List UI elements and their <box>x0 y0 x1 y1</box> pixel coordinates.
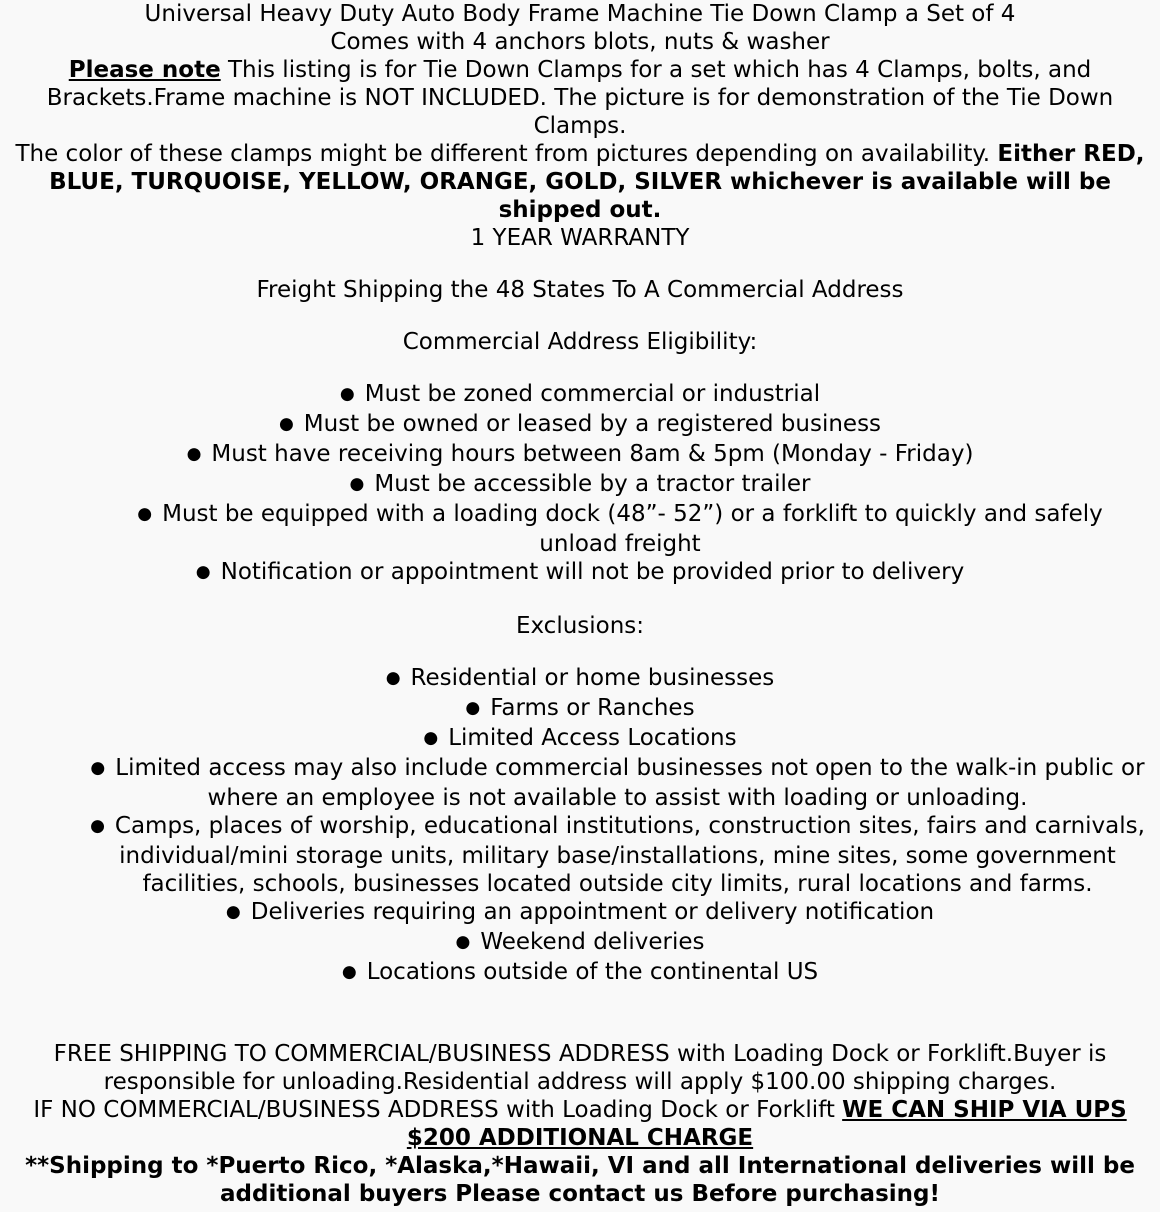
color-notice-text: The color of these clamps might be different from pictures depending on availability. <box>15 141 998 167</box>
list-item <box>0 440 1160 470</box>
list-item-text: Must be zoned commercial or industrial <box>364 381 821 407</box>
bullet-icon: ● <box>186 444 202 464</box>
please-note-text: This listing is for Tie Down Clamps for a set which has 4 Clamps, bolts, and Brackets.Frame machine is NOT INCLUDED. The picture is for demonstration of the Tie Down Clamps. <box>46 57 1114 139</box>
eligibility-heading: Commercial Address Eligibility: <box>402 329 758 355</box>
list-item-text: Residential or home businesses <box>410 665 775 691</box>
list-item-text: Deliveries requiring an appointment or delivery notification <box>250 899 935 925</box>
ups-text: IF NO COMMERCIAL/BUSINESS ADDRESS with Loading Dock or Forklift <box>33 1097 843 1123</box>
list-item <box>0 470 1160 500</box>
bullet-icon: ● <box>423 728 439 748</box>
list-item <box>0 664 1160 694</box>
bullet-icon: ● <box>455 932 471 952</box>
list-item-text: Must have receiving hours between 8am & 5pm (Monday - Friday) <box>211 441 974 467</box>
bullet-icon: ● <box>341 962 357 982</box>
ups-charge-text: WE CAN SHIP VIA UPS $200 ADDITIONAL CHARGE <box>406 1097 1127 1151</box>
list-item-text: Notification or appointment will not be provided prior to delivery <box>220 559 965 585</box>
free-shipping-text: FREE SHIPPING TO COMMERCIAL/BUSINESS ADDRESS with Loading Dock or Forklift.Buyer is responsible for unloading.Residential address will apply $100.00 shipping charges. <box>53 1041 1107 1095</box>
bullet-icon: ● <box>225 902 241 922</box>
list-item-text: Limited access may also include commercial businesses not open to the walk-in public or where an employee is not available to assist with loading or unloading. <box>115 755 1145 811</box>
list-item-text: Camps, places of worship, educational institutions, construction sites, fairs and carnivals, individual/mini storage units, military base/installations, mine sites, some government facilities, schools, businesses located outside city limits, rural locations and farms. <box>114 813 1145 897</box>
shipping-section <box>0 1040 1160 1208</box>
bullet-icon: ● <box>90 816 105 836</box>
list-item <box>0 694 1160 724</box>
list-item <box>0 724 1160 754</box>
list-item <box>0 754 1160 812</box>
bullet-icon: ● <box>278 414 294 434</box>
bullet-icon: ● <box>465 698 481 718</box>
list-item-text: Limited Access Locations <box>448 725 737 751</box>
bullet-icon: ● <box>339 384 355 404</box>
bullet-icon: ● <box>385 668 401 688</box>
list-item <box>0 958 1160 988</box>
bullet-icon: ● <box>90 758 106 778</box>
list-item-text: Farms or Ranches <box>490 695 695 721</box>
list-item-text: Must be owned or leased by a registered business <box>303 411 882 437</box>
listing-title: Universal Heavy Duty Auto Body Frame Machine Tie Down Clamp a Set of 4 <box>144 1 1016 27</box>
list-item <box>0 898 1160 928</box>
eligibility-list <box>0 380 1160 588</box>
please-note-label: Please note <box>68 57 221 83</box>
bullet-icon: ● <box>137 504 153 524</box>
listing-subtitle: Comes with 4 anchors blots, nuts & washer <box>330 29 830 55</box>
list-item-text: Must be equipped with a loading dock (48”- 52”) or a forklift to quickly and safely unload freight <box>162 501 1103 557</box>
list-item <box>0 500 1160 558</box>
list-item <box>0 928 1160 958</box>
international-shipping-text: **Shipping to *Puerto Rico, *Alaska,*Hawaii, VI and all International deliveries will be additional buyers Please contact us Before purchasing! <box>25 1153 1135 1207</box>
please-note-paragraph <box>0 56 1160 140</box>
bullet-icon: ● <box>349 474 365 494</box>
list-item-text: Locations outside of the continental US <box>366 959 819 985</box>
warranty-text: 1 YEAR WARRANTY <box>470 225 690 251</box>
freight-heading: Freight Shipping the 48 States To A Commercial Address <box>256 277 904 303</box>
color-notice-bold: Either RED, BLUE, TURQUOISE, YELLOW, ORANGE, GOLD, SILVER whichever is available will be shipped out. <box>49 141 1145 223</box>
list-item <box>0 410 1160 440</box>
ups-paragraph <box>0 1096 1160 1152</box>
list-item <box>0 812 1160 898</box>
list-item <box>0 558 1160 588</box>
color-notice-paragraph <box>0 140 1160 224</box>
exclusions-list <box>0 664 1160 988</box>
list-item-text: Must be accessible by a tractor trailer <box>374 471 811 497</box>
list-item-text: Weekend deliveries <box>480 929 705 955</box>
bullet-icon: ● <box>195 562 211 582</box>
list-item <box>0 380 1160 410</box>
exclusions-heading: Exclusions: <box>515 613 645 639</box>
